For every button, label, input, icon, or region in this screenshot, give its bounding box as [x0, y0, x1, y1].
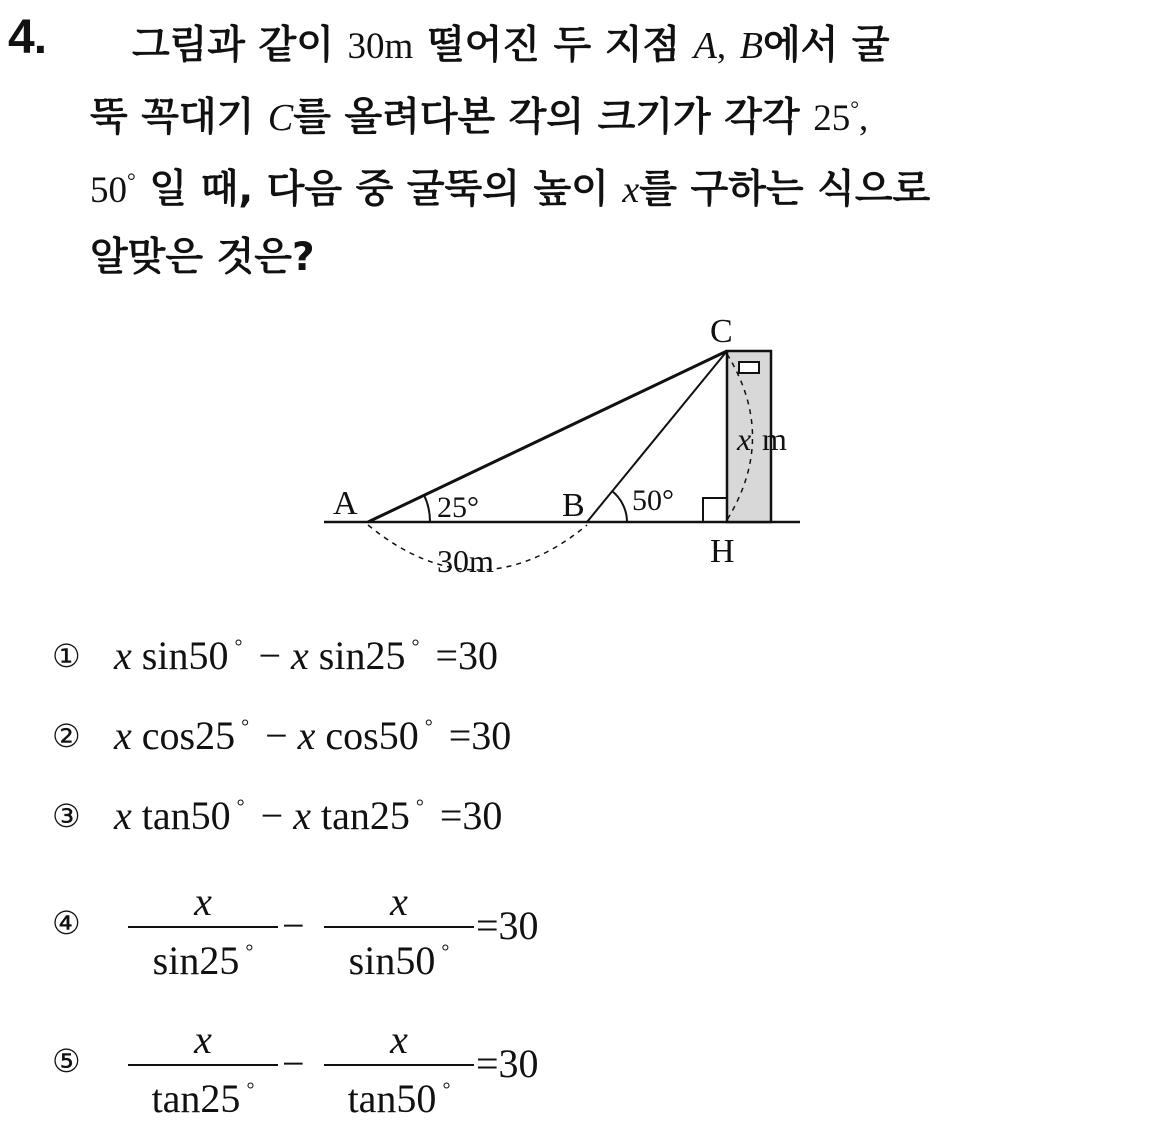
- label-b: B: [562, 487, 585, 524]
- equals-30: =30: [476, 1041, 539, 1086]
- angle-arc-a: [424, 495, 430, 522]
- degree-symbol: °: [127, 168, 136, 193]
- question-text: 일 때, 다음 중 굴뚝의 높이: [149, 167, 609, 212]
- point-c: C: [267, 97, 294, 139]
- fraction-1: x sin25 °: [128, 878, 278, 976]
- choice-5[interactable]: [52, 1016, 612, 1121]
- angle-arc-b: [612, 491, 627, 522]
- question-text: 를 올려다본 각의 크기가 각각: [293, 95, 800, 140]
- variable-x: x: [622, 169, 640, 211]
- height-var-label: x: [737, 421, 752, 457]
- choice-marker: ③: [52, 797, 81, 835]
- right-angle-mark: [703, 498, 727, 522]
- label-c: C: [710, 313, 733, 350]
- distance-value: 30m: [347, 26, 414, 67]
- angle-b-label: 50°: [632, 484, 674, 517]
- choice-expression: x tan50 ° − x tan25 ° =30: [114, 793, 503, 838]
- comma: ,: [716, 26, 727, 67]
- fraction-2: x tan50 °: [324, 1016, 474, 1114]
- point-a: A: [693, 25, 717, 67]
- choice-marker: ④: [52, 904, 81, 942]
- choice-1[interactable]: [52, 632, 498, 679]
- degree-symbol: °: [850, 96, 860, 121]
- minus-sign: −: [282, 1041, 305, 1086]
- question-text: 떨어진 두 지점: [426, 23, 681, 68]
- chimney-window: [739, 362, 759, 373]
- choice-marker: ⑤: [52, 1042, 81, 1080]
- question-text: 알맞은 것은?: [90, 235, 315, 280]
- choice-expression: x cos25 ° − x cos50 ° =30: [114, 713, 512, 758]
- equals-30: =30: [476, 903, 539, 948]
- height-unit-label: m: [762, 421, 787, 457]
- question-text: 에서 굴: [762, 23, 890, 68]
- angle-value-2: 50: [90, 170, 127, 211]
- question-text: 를 구하는 식으로: [639, 167, 931, 212]
- comma: ,: [859, 98, 869, 139]
- angle-a-label: 25°: [437, 491, 479, 524]
- choice-2[interactable]: [52, 712, 511, 759]
- point-b: B: [739, 25, 763, 67]
- question-text: 뚝 꼭대기: [90, 95, 255, 140]
- minus-sign: −: [282, 903, 305, 948]
- angle-value-1: 25: [813, 98, 851, 139]
- fraction-2: x sin50 °: [324, 878, 474, 976]
- choice-marker: ①: [52, 637, 81, 675]
- label-a: A: [333, 485, 358, 522]
- choice-4[interactable]: [52, 878, 612, 983]
- choice-expression: x sin50 ° − x sin25 ° =30: [114, 633, 499, 678]
- choice-3[interactable]: [52, 792, 502, 839]
- choice-marker: ②: [52, 717, 81, 755]
- distance-label: 30m: [437, 543, 494, 579]
- fraction-1: x tan25 °: [128, 1016, 278, 1114]
- question-text: 그림과 같이: [132, 23, 334, 68]
- question-number: 4.: [8, 11, 47, 64]
- label-h: H: [710, 533, 735, 570]
